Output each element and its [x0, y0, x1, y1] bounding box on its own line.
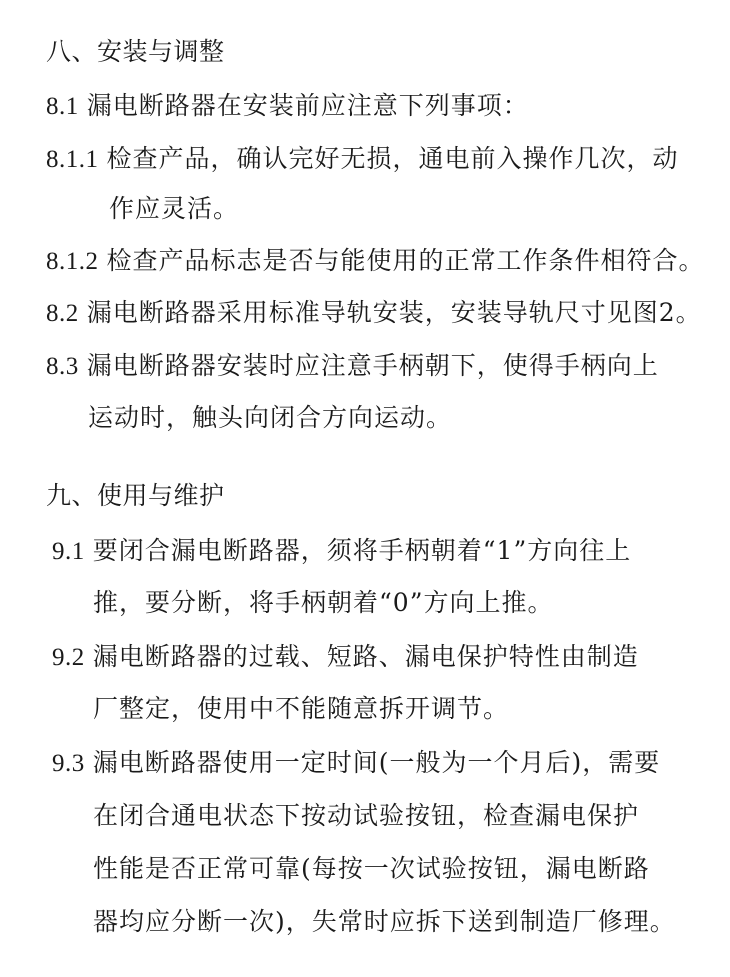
item-9-3-line-4: 器均应分断一次)，失常时应拆下送到制造厂修理。	[93, 907, 676, 936]
item-8-1-1-text: 检查产品，确认完好无损，通电前入操作几次，动	[106, 144, 679, 173]
item-8-1-1-number: 8.1.1	[46, 146, 99, 173]
item-9-3-text: 漏电断路器使用一定时间(一般为一个月后)，需要	[92, 748, 661, 777]
item-9-2-line-1	[52, 637, 639, 673]
item-9-2-number: 9.2	[52, 644, 85, 671]
item-8-1-text: 漏电断路器在安装前应注意下列事项：	[86, 91, 529, 120]
item-8-1-2-line-1	[46, 241, 705, 277]
item-9-3-line-1	[52, 743, 660, 779]
item-8-2-text: 漏电断路器采用标准导轨安装，安装导轨尺寸见图2。	[86, 298, 702, 327]
item-8-3-line-1	[46, 346, 659, 382]
item-9-1-text: 要闭合漏电断路器，须将手柄朝着“1”方向往上	[92, 536, 632, 565]
item-8-1-line-1	[46, 86, 529, 122]
item-8-3-line-2: 运动时，触头向闭合方向运动。	[88, 403, 453, 432]
item-9-1-line-1	[52, 531, 631, 567]
item-9-2-line-2: 厂整定，使用中不能随意拆开调节。	[93, 694, 510, 723]
item-8-1-1-line-2: 作应灵活。	[109, 194, 240, 223]
section-8-heading: 八、安装与调整	[46, 37, 225, 66]
item-9-3-line-2: 在闭合通电状态下按动试验按钮，检查漏电保护	[93, 801, 640, 830]
item-8-2-number: 8.2	[46, 300, 79, 327]
item-8-1-number: 8.1	[46, 93, 79, 120]
item-9-1-number: 9.1	[52, 538, 85, 565]
item-8-3-text: 漏电断路器安装时应注意手柄朝下，使得手柄向上	[86, 351, 659, 380]
item-8-3-number: 8.3	[46, 353, 79, 380]
item-9-3-line-3: 性能是否正常可靠(每按一次试验按钮，漏电断路	[93, 854, 650, 883]
item-9-1-line-2: 推，要分断，将手柄朝着“0”方向上推。	[93, 588, 554, 617]
item-9-2-text: 漏电断路器的过载、短路、漏电保护特性由制造	[92, 642, 639, 671]
item-8-2-line-1	[46, 293, 702, 329]
item-9-3-number: 9.3	[52, 750, 85, 777]
section-9-heading: 九、使用与维护	[46, 481, 225, 510]
item-8-1-2-number: 8.1.2	[46, 248, 99, 275]
item-8-1-2-text: 检查产品标志是否与能使用的正常工作条件相符合。	[106, 246, 705, 275]
item-8-1-1-line-1	[46, 139, 679, 175]
